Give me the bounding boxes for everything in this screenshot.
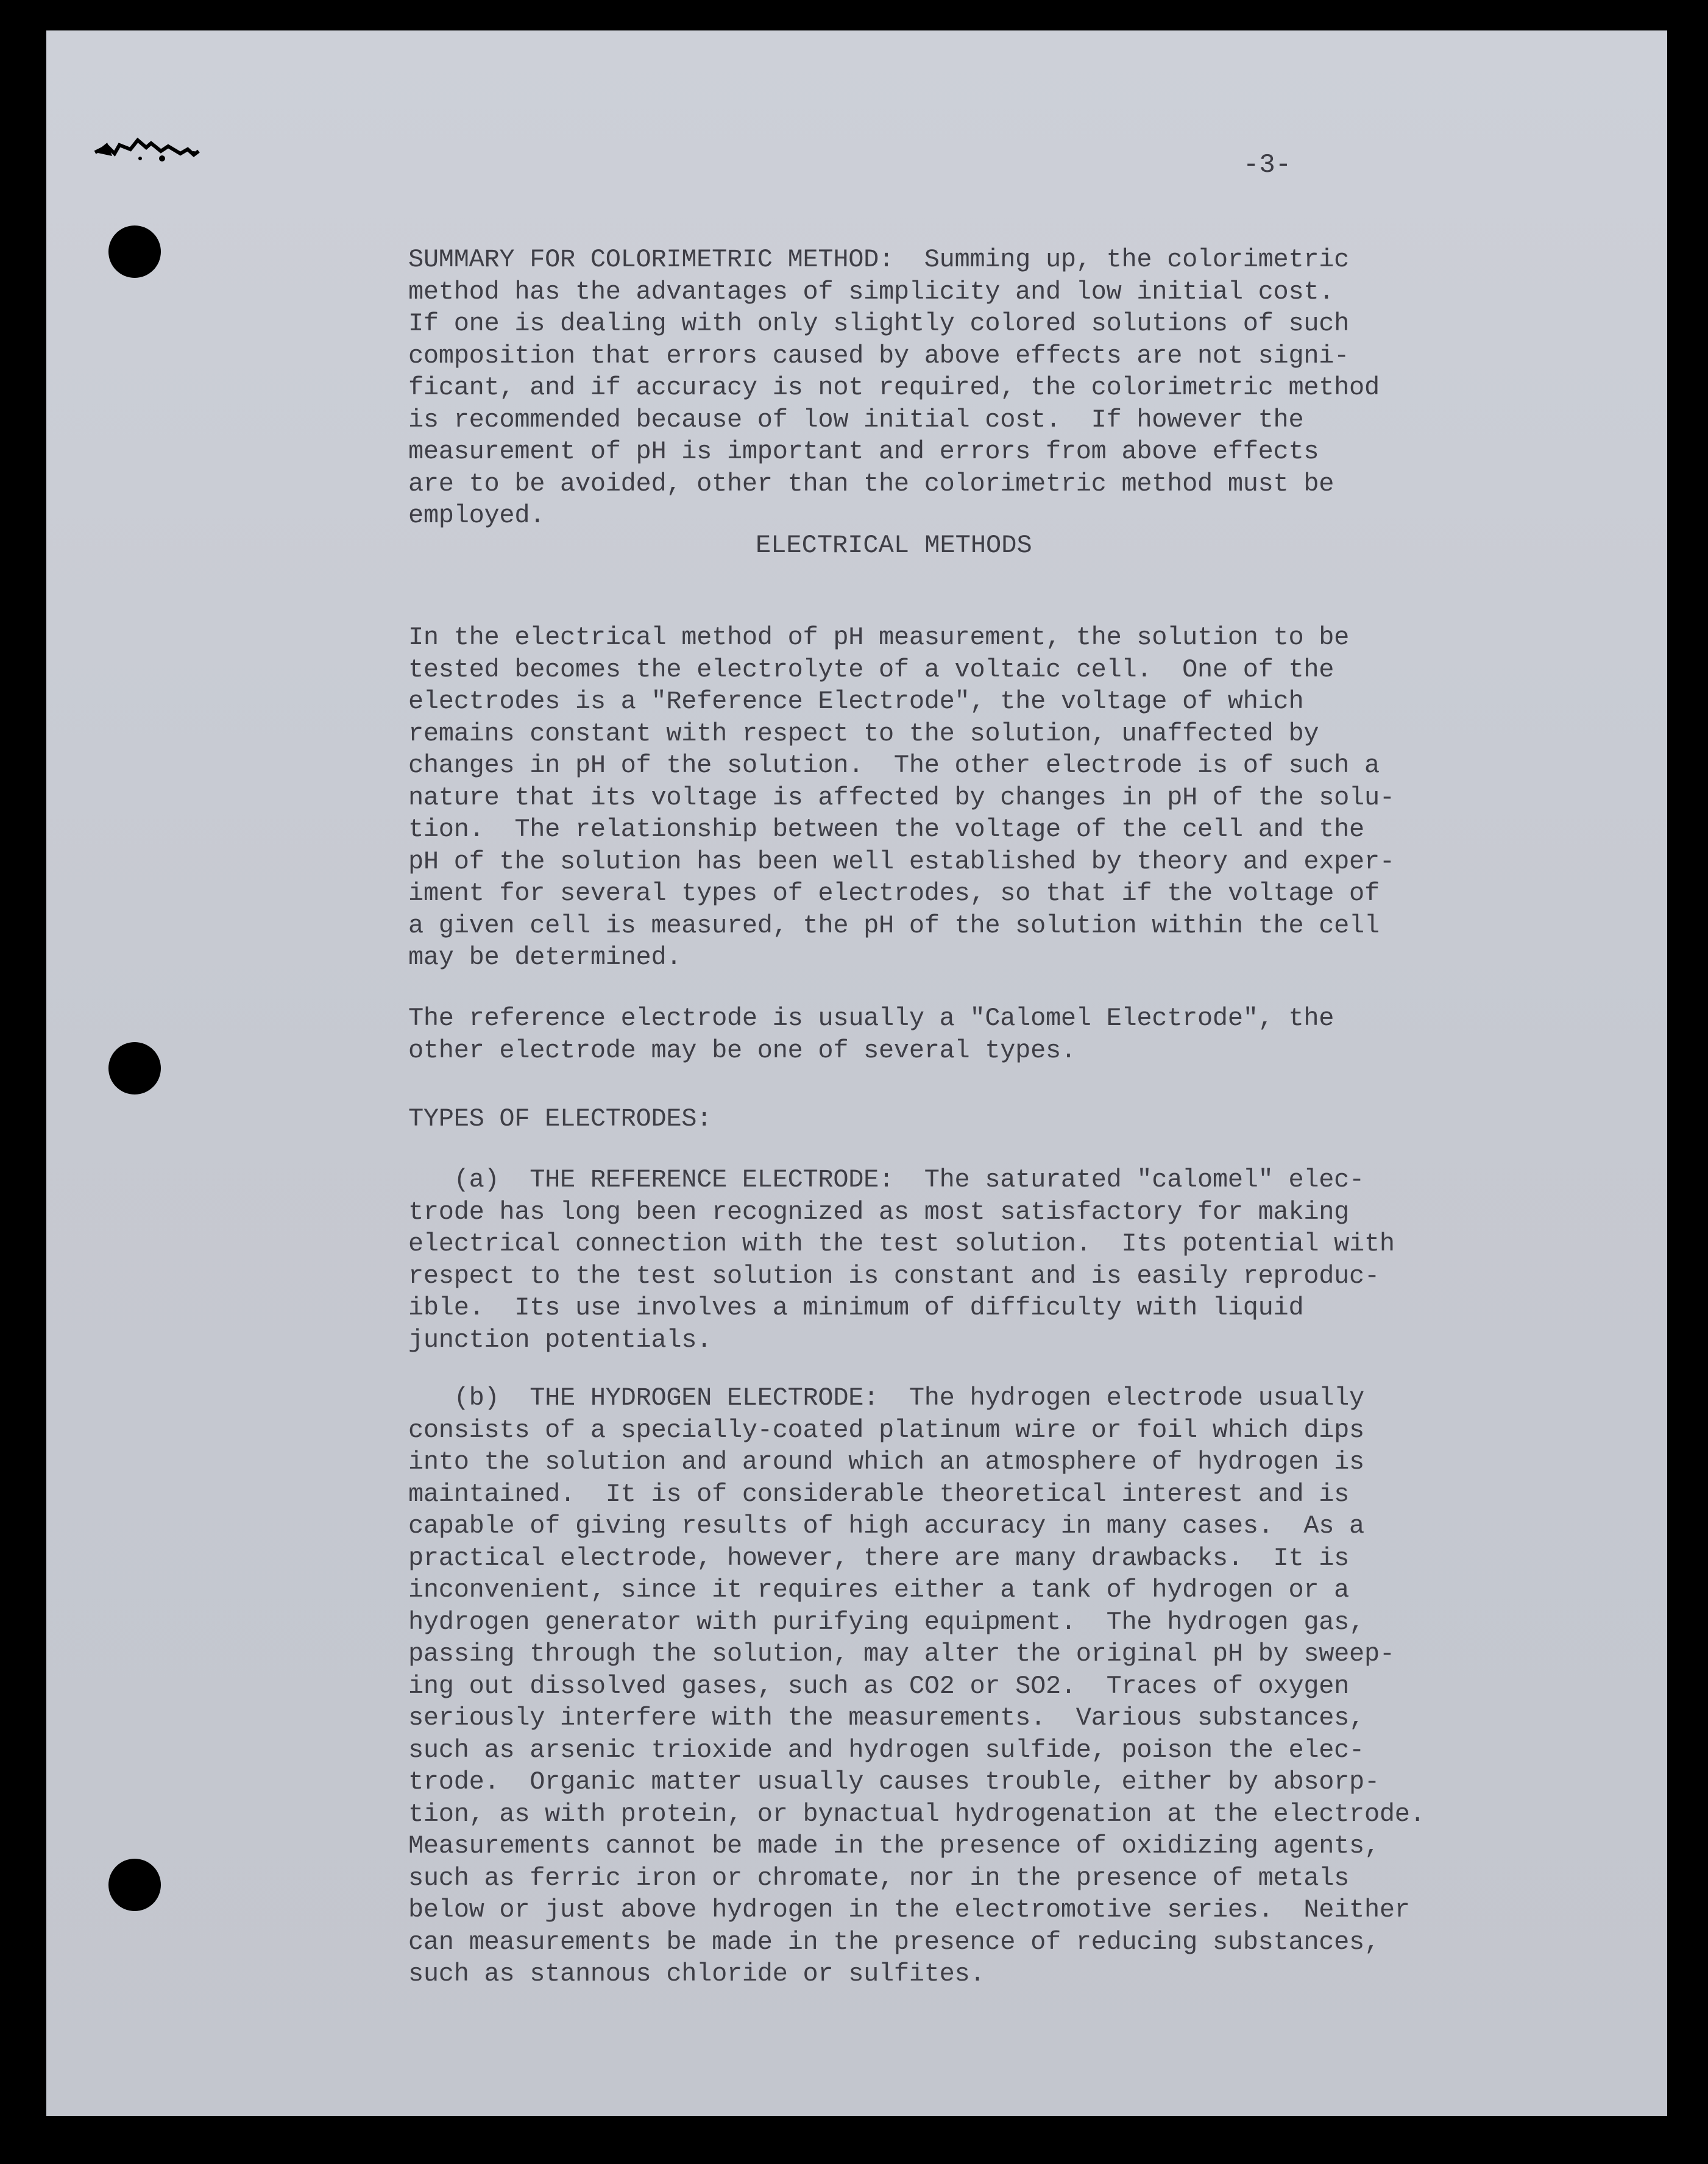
torn-corner-mark	[83, 116, 278, 165]
text-line: practical electrode, however, there are many drawbacks. It is	[408, 1543, 1350, 1573]
text-line: ing out dissolved gases, such as CO2 or SO2. Traces of oxygen	[408, 1671, 1350, 1701]
text-line: capable of giving results of high accuracy in many cases. As a	[408, 1511, 1364, 1541]
text-line: seriously interfere with the measurements. Various substances,	[408, 1703, 1364, 1733]
text-line: method has the advantages of simplicity and low initial cost.	[408, 277, 1334, 307]
text-line: other electrode may be one of several types.	[408, 1035, 1076, 1065]
text-line: may be determined.	[408, 943, 682, 972]
text-line: ficant, and if accuracy is not required, the colorimetric method	[408, 373, 1380, 402]
text-line: hydrogen generator with purifying equipment. The hydrogen gas,	[408, 1607, 1364, 1637]
text-line: inconvenient, since it requires either a tank of hydrogen or a	[408, 1575, 1350, 1605]
text-line: electrodes is a "Reference Electrode", the voltage of which	[408, 687, 1304, 716]
text-line: tion. The relationship between the voltage of the cell and the	[408, 815, 1364, 844]
text-line: a given cell is measured, the pH of the solution within the cell	[408, 910, 1380, 940]
electrical-methods-heading: ELECTRICAL METHODS	[756, 531, 1032, 560]
text-line: measurement of pH is important and errors from above effects	[408, 437, 1319, 466]
text-line: iment for several types of electrodes, so that if the voltage of	[408, 879, 1380, 908]
text-line: such as stannous chloride or sulfites.	[408, 1959, 985, 1988]
text-line: maintained. It is of considerable theoretical interest and is	[408, 1479, 1350, 1509]
text-line: TYPES OF ELECTRODES:	[408, 1104, 712, 1133]
text-line: remains constant with respect to the solution, unaffected by	[408, 718, 1319, 748]
page-number: -3-	[1243, 150, 1292, 180]
text-line: In the electrical method of pH measurement, the solution to be	[408, 623, 1350, 652]
text-line: pH of the solution has been well established by theory and exper-	[408, 846, 1395, 876]
text-line: can measurements be made in the presence of reducing substances,	[408, 1927, 1380, 1957]
text-line: into the solution and around which an atmosphere of hydrogen is	[408, 1447, 1364, 1477]
summary-paragraph	[408, 244, 1566, 532]
text-line: such as arsenic trioxide and hydrogen sulfide, poison the elec-	[408, 1735, 1364, 1765]
text-line: (a) THE REFERENCE ELECTRODE: The saturated "calomel" elec-	[408, 1165, 1364, 1194]
text-line: trode has long been recognized as most satisfactory for making	[408, 1197, 1350, 1227]
binder-hole-top	[108, 225, 161, 278]
text-line: changes in pH of the solution. The other electrode is of such a	[408, 751, 1380, 780]
text-line: passing through the solution, may alter the original pH by sweep-	[408, 1639, 1395, 1669]
text-line: consists of a specially-coated platinum wire or foil which dips	[408, 1415, 1364, 1445]
text-line: ible. Its use involves a minimum of difficulty with liquid	[408, 1293, 1304, 1322]
binder-hole-middle	[108, 1042, 161, 1094]
text-line: is recommended because of low initial cost. If however the	[408, 405, 1304, 435]
item-a-paragraph	[408, 1164, 1566, 1356]
text-line: below or just above hydrogen in the electromotive series. Neither	[408, 1895, 1410, 1925]
text-line: tion, as with protein, or bynactual hydrogenation at the electrode.	[408, 1799, 1425, 1829]
text-line: employed.	[408, 501, 545, 530]
types-heading	[408, 1103, 1566, 1135]
text-line: If one is dealing with only slightly colored solutions of such	[408, 309, 1350, 338]
text-line: tested becomes the electrolyte of a voltaic cell. One of the	[408, 655, 1334, 684]
text-line: electrical connection with the test solution. Its potential with	[408, 1229, 1395, 1258]
electrical-paragraph	[408, 622, 1566, 974]
text-line: composition that errors caused by above effects are not signi-	[408, 341, 1350, 371]
text-line: (b) THE HYDROGEN ELECTRODE: The hydrogen electrode usually	[408, 1383, 1364, 1413]
reference-paragraph	[408, 1002, 1566, 1066]
text-line: junction potentials.	[408, 1325, 712, 1355]
text-line: such as ferric iron or chromate, nor in the presence of metals	[408, 1863, 1350, 1893]
text-line: The reference electrode is usually a "Calomel Electrode", the	[408, 1004, 1334, 1033]
item-b-paragraph	[408, 1382, 1566, 1990]
text-line: nature that its voltage is affected by changes in pH of the solu-	[408, 782, 1395, 812]
binder-hole-bottom	[108, 1859, 161, 1911]
text-line: trode. Organic matter usually causes trouble, either by absorp-	[408, 1767, 1380, 1797]
text-line: are to be avoided, other than the colorimetric method must be	[408, 469, 1334, 498]
text-line: Measurements cannot be made in the presence of oxidizing agents,	[408, 1831, 1380, 1861]
text-line: respect to the test solution is constant and is easily reproduc-	[408, 1261, 1380, 1291]
text-line: SUMMARY FOR COLORIMETRIC METHOD: Summing up, the colorimetric	[408, 245, 1350, 274]
